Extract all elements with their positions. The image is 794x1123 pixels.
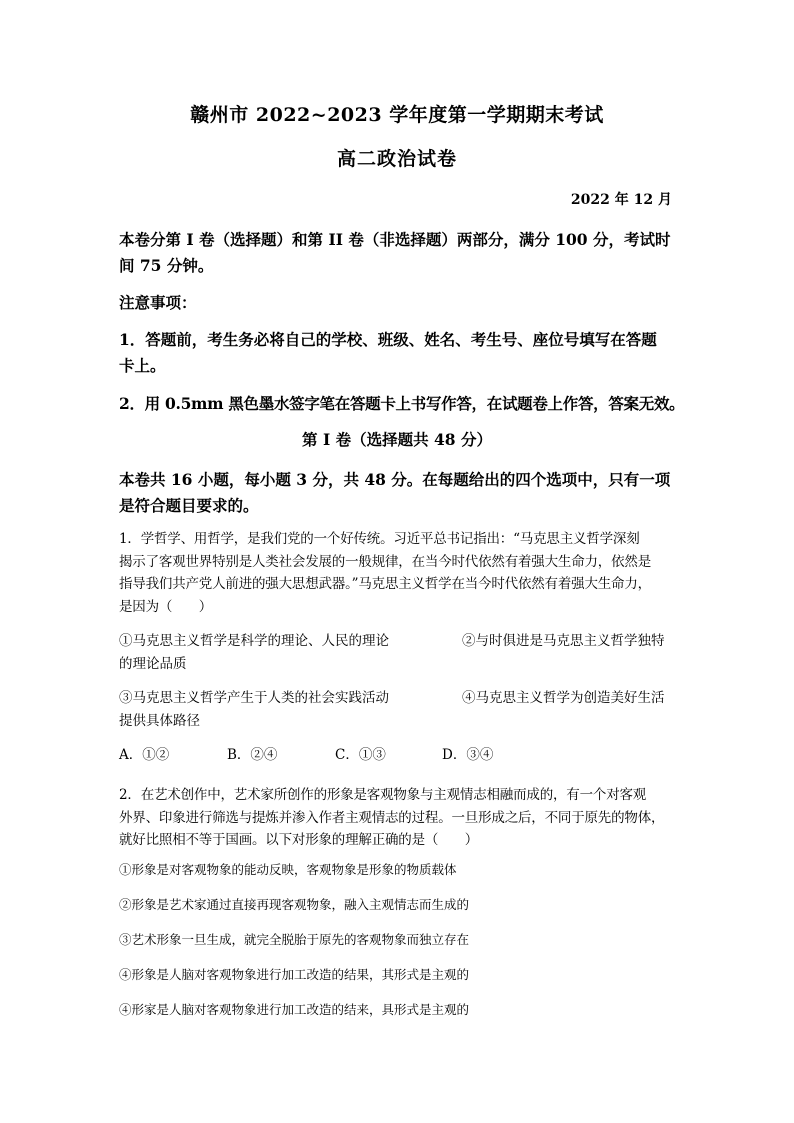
- option-4: ④马克思主义哲学为创造美好生活: [462, 690, 665, 706]
- option-4-continued: 提供具体路径: [119, 712, 200, 729]
- option-2: ②与时俱进是马克思主义哲学独特: [462, 633, 665, 649]
- exam-subtitle: 高二政治试卷: [336, 148, 457, 170]
- notes-item-2: 2．用 0.5mm 黑色墨水签字笔在答题卡上书写作答，在试题卷上作答，答案无效。: [119, 394, 685, 413]
- notes-line: 1．答题前，考生务必将自己的学校、班级、姓名、考生号、座位号填写在答题: [119, 330, 657, 349]
- question-1-options-row-2: [119, 687, 675, 732]
- question-line: 1．学哲学、用哲学，是我们党的一个好传统。习近平总书记指出：“马克思主义哲学深刻: [119, 531, 640, 547]
- exam-title: 赣州市 2022~2023 学年度第一学期期末考试: [190, 104, 604, 126]
- section-heading: 第 I 卷（选择题共 48 分）: [302, 430, 492, 449]
- question-2-option-3: ③艺术形象一旦生成，就完全脱胎于原先的客观物象而独立存在: [119, 932, 470, 947]
- exam-date: 2022 年 12 月: [570, 192, 672, 208]
- question-1-choices: [119, 744, 675, 768]
- choice-b: B．②④: [227, 747, 278, 763]
- intro-line: 本卷分第 I 卷（选择题）和第 II 卷（非选择题）两部分，满分 100 分，考试时: [119, 230, 671, 249]
- question-line: 是因为（ ）: [119, 598, 213, 615]
- question-2-option-2: ②形象是艺术家通过直接再现客观物象，融入主观情志而生成的: [119, 897, 470, 912]
- question-2-stem: [119, 784, 675, 852]
- option-3: ③马克思主义哲学产生于人类的社会实践活动: [119, 690, 389, 706]
- notes-item-1: [119, 327, 675, 379]
- question-line: 指导我们共产党人前进的强大思想武器。”马克思主义哲学在当今时代依然有着强大生命力，: [119, 576, 651, 592]
- notes-line: 卡上。: [119, 356, 166, 375]
- question-line: 外界、印象进行筛选与提炼并渗入作者主观情志的过程。一旦形成之后，不同于原先的物体，: [119, 809, 665, 826]
- question-1-options-row-1: [119, 630, 675, 675]
- option-2-continued: 的理论品质: [119, 655, 187, 672]
- choice-c: C．①③: [335, 747, 386, 763]
- intro-line: 间 75 分钟。: [119, 256, 214, 275]
- choice-d: D．③④: [442, 747, 494, 763]
- question-1-stem: [119, 528, 675, 618]
- question-line: 2．在艺术创作中，艺术家所创作的形象是客观物象与主观情志相融而成的，有一个对客观: [119, 787, 647, 803]
- question-2-option-1: ①形象是对客观物象的能动反映，客观物象是形象的物质载体: [119, 862, 457, 877]
- section-desc-line: 是符合题目要求的。: [119, 496, 259, 515]
- question-2-option-4-duplicate: ④形家是人脑对客观物象进行加工改造的结来，具形式是主观的: [119, 1002, 470, 1017]
- option-1: ①马克思主义哲学是科学的理论、人民的理论: [119, 633, 389, 649]
- intro-paragraph: [119, 227, 675, 279]
- question-line: 揭示了客观世界特别是人类社会发展的一般规律，在当今时代依然有着强大生命力，依然是: [119, 553, 651, 570]
- choice-a: A．①②: [119, 747, 170, 763]
- section-desc-line: 本卷共 16 小题，每小题 3 分，共 48 分。在每题给出的四个选项中，只有一项: [119, 470, 671, 489]
- question-2-option-4: ④形象是人脑对客观物象进行加工改造的结果，其形式是主观的: [119, 967, 470, 982]
- question-line: 就好比照相不等于国画。以下对形象的理解正确的是（ ）: [119, 832, 479, 848]
- notes-heading: 注意事项：: [119, 293, 197, 312]
- section-description: [119, 467, 675, 519]
